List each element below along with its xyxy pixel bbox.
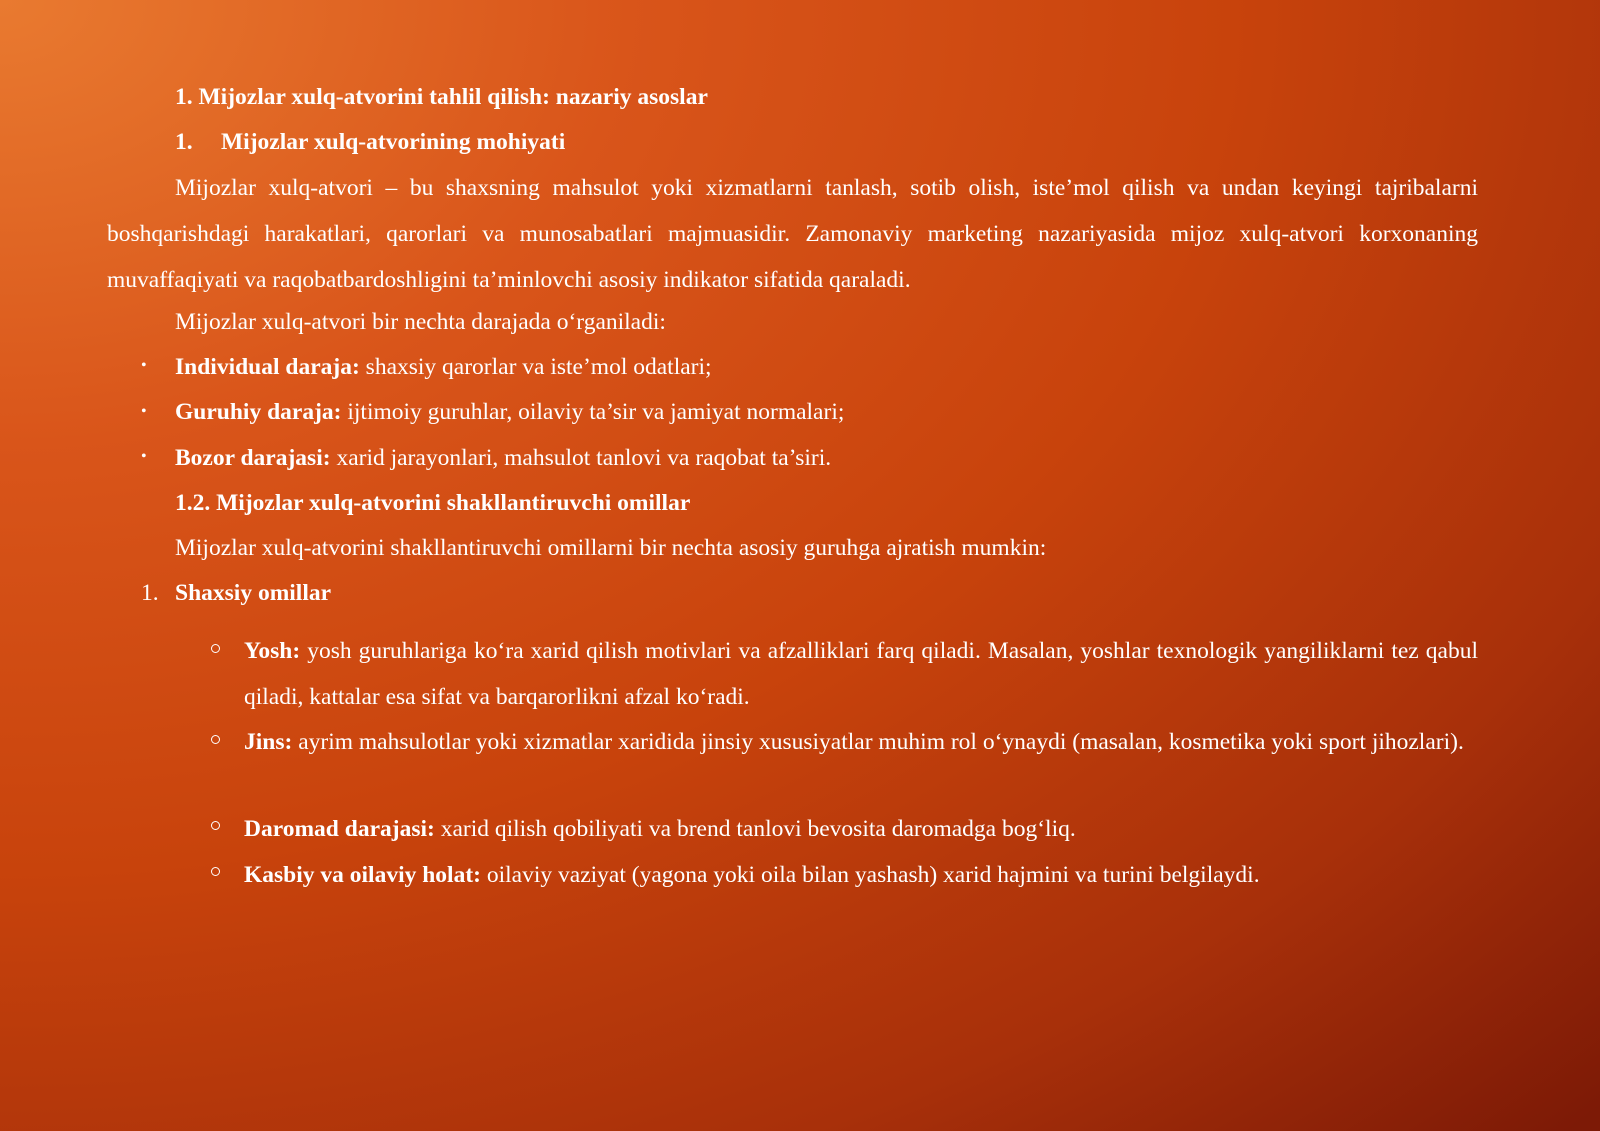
bullet-dot-icon: •	[141, 357, 147, 374]
list-item	[244, 861, 1260, 889]
section2-title: 1.2. Mijozlar xulq-atvorini shakllantiruvchi omillar	[175, 490, 691, 516]
factor-group-title: Shaxsiy omillar	[175, 580, 332, 606]
factor-term: Jins:	[244, 729, 293, 755]
list-item	[175, 398, 844, 426]
list-item	[244, 628, 1478, 720]
circle-bullet-icon	[211, 735, 220, 744]
level-term: Guruhiy daraja:	[175, 399, 342, 425]
circle-bullet-icon	[211, 644, 220, 653]
level-text: xarid jarayonlari, mahsulot tanlovi va raqobat ta’siri.	[330, 445, 832, 471]
level-term: Individual daraja:	[175, 354, 360, 380]
factor-text: oilaviy vaziyat (yagona yoki oila bilan yashash) xarid hajmini va turini belgilaydi.	[481, 862, 1260, 888]
section1-number: 1.	[175, 129, 193, 155]
intro-paragraph: Mijozlar xulq-atvori – bu shaxsning mahsulot yoki xizmatlarni tanlash, sotib olish, iste’mol qilish va undan keyingi tajribalarni boshqarishdagi harakatlari, qarorlari va munosabatlari majmuasidir. Zamonaviy marketing nazariyasida mijoz xulq-atvori korxonaning muvaffaqiyati va raqobatbardoshligini ta’minlovchi asosiy indikator sifatida qaraladi.	[107, 175, 1478, 293]
factor-term: Kasbiy va oilaviy holat:	[244, 862, 481, 888]
list-item	[244, 719, 1478, 765]
main-heading: 1. Mijozlar xulq-atvorini tahlil qilish: nazariy asoslar	[175, 84, 708, 110]
list-item	[175, 353, 712, 381]
level-term: Bozor darajasi:	[175, 445, 331, 471]
list-item	[244, 815, 1076, 843]
section1-title: Mijozlar xulq-atvorining mohiyati	[221, 129, 566, 155]
circle-bullet-icon	[211, 821, 220, 830]
bullet-dot-icon: •	[141, 448, 147, 465]
factor-text: yosh guruhlariga ko‘ra xarid qilish motivlari va afzalliklari farq qiladi. Masalan, yoshlar texnologik yangiliklarni tez qabul qiladi, kattalar esa sifat va barqarorlikni afzal ko‘radi.	[244, 638, 1478, 710]
levels-intro: Mijozlar xulq-atvori bir nechta darajada o‘rganiladi:	[175, 309, 666, 335]
bullet-dot-icon: •	[141, 403, 147, 420]
circle-bullet-icon	[211, 867, 220, 876]
level-text: shaxsiy qarorlar va iste’mol odatlari;	[359, 354, 712, 380]
factor-text: xarid qilish qobiliyati va brend tanlovi bevosita daromadga bog‘liq.	[434, 816, 1076, 842]
factor-text: ayrim mahsulotlar yoki xizmatlar xarididа jinsiy xususiyatlar muhim rol o‘ynaydi (masalan, kosmetika yoki sport jihozlari).	[292, 729, 1464, 755]
level-text: ijtimoiy guruhlar, oilaviy ta’sir va jamiyat normalari;	[341, 399, 845, 425]
list-item	[175, 444, 831, 472]
factor-term: Yosh:	[244, 638, 301, 664]
factor-group-number: 1.	[141, 580, 159, 606]
factors-intro: Mijozlar xulq-atvorini shakllantiruvchi omillarni bir nechta asosiy guruhga ajratish mumkin:	[175, 535, 1047, 561]
factor-term: Daromad darajasi:	[244, 816, 435, 842]
